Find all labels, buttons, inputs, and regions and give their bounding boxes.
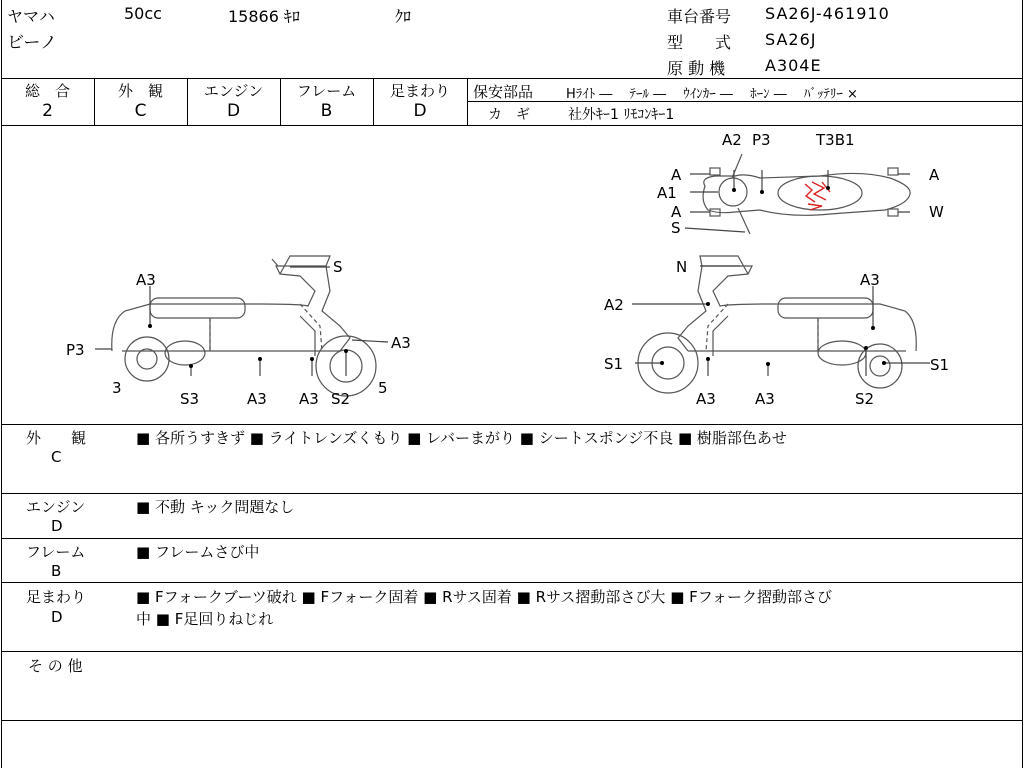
diagram-label: A	[929, 166, 940, 184]
diagram-label: S1	[930, 356, 950, 374]
safety-items: Hﾗｲﾄ ― ﾃｰﾙ ― ｳｲﾝｶｰ ― ﾎｰﾝ ― ﾊﾞｯﾃﾘｰ ×	[566, 87, 858, 102]
grade-table-top	[1, 78, 1023, 79]
remark-text-cont: 中 ■ F足回りねじれ	[136, 610, 274, 628]
remark-grade: D	[51, 517, 63, 535]
grade-label: エンジン	[203, 82, 264, 100]
remark-category: 足まわり	[26, 588, 87, 606]
top-view-scooter	[703, 154, 910, 234]
type-value: SA26J	[765, 30, 817, 49]
diagram-label: S3	[180, 390, 200, 408]
diagram-label: S1	[604, 355, 624, 373]
diagram-label: A3	[299, 390, 319, 408]
grade-value: D	[226, 101, 241, 121]
grade-value: C	[134, 101, 147, 121]
diagram-label: A3	[755, 390, 775, 408]
diagram-label: P3	[66, 341, 85, 359]
displacement: 50cc	[124, 4, 162, 23]
remarks-sep	[1, 651, 1023, 652]
diagram-label: A3	[247, 390, 267, 408]
frame-no: SA26J-461910	[765, 4, 890, 23]
remark-text: ■ 各所うすきず ■ ライトレンズくもり ■ レバーまがり ■ シートスポンジ不良 ■ 樹脂部色あせ	[136, 429, 787, 447]
diagram-bottom	[1, 424, 1023, 425]
grade-value: D	[413, 101, 427, 121]
grade-label: 足まわり	[389, 82, 450, 100]
diagram-label: A1	[657, 184, 677, 202]
grade-label: 外 観	[117, 82, 163, 100]
diagram-label: A2	[604, 296, 624, 314]
remarks-sep	[1, 538, 1023, 539]
remark-category: エンジン	[26, 498, 86, 516]
safety-label: 保安部品	[473, 83, 534, 101]
diagram-label: A2	[722, 131, 742, 149]
remark-category: フレーム	[26, 543, 86, 561]
engine-value: A304E	[765, 56, 822, 75]
remarks-sep	[1, 582, 1023, 583]
type-label: 型 式	[667, 33, 732, 52]
diagram-label: A	[671, 203, 682, 221]
diagram-label: T3B1	[816, 131, 855, 149]
maker: ヤマハ	[7, 7, 55, 26]
remark-grade: D	[51, 608, 63, 626]
remark-grade: C	[51, 448, 62, 466]
remark-text: ■ Fフォークブーツ破れ ■ Fフォーク固着 ■ Rサス固着 ■ Rサス摺動部さび大 ■ Fフォーク摺動部さび	[136, 588, 833, 606]
frame-no-label: 車台番号	[667, 7, 732, 26]
diagram-label: S2	[855, 390, 875, 408]
model-name: ビーノ	[7, 33, 57, 53]
grade-label: フレーム	[296, 82, 357, 100]
diagram-label: A3	[391, 334, 411, 352]
diagram-label: 3	[112, 379, 122, 397]
key-value: 社外ｷｰ1 ﾘﾓｺﾝｷｰ1	[568, 107, 675, 123]
diagram-label: S2	[331, 390, 351, 408]
remark-text: ■ 不動 キック問題なし	[136, 498, 295, 516]
grade-value: 2	[42, 101, 53, 121]
diagram-label: N	[676, 258, 688, 276]
remark-grade: B	[51, 562, 62, 580]
diagram-label: A	[671, 166, 682, 184]
diagram-label: A3	[696, 390, 716, 408]
remarks-sep	[1, 720, 1023, 721]
diagram-label: A3	[860, 271, 880, 289]
grade-label: 総 合	[24, 82, 70, 100]
diagram-label: 5	[378, 379, 388, 397]
engine-label: 原 動 機	[667, 59, 726, 78]
diagram-label: P3	[752, 131, 771, 149]
diagram-label: A3	[136, 271, 156, 289]
diagram-label: S	[671, 219, 681, 237]
damage-marks	[805, 182, 830, 210]
remark-text: ■ フレームさび中	[136, 543, 260, 561]
remarks-sep	[1, 493, 1023, 494]
diagram-label: W	[929, 203, 944, 221]
key-label: カ ギ	[488, 107, 530, 123]
grade-value: B	[320, 101, 333, 121]
remark-category: 外 観	[26, 429, 87, 447]
color: ｸﾛ	[395, 7, 412, 26]
grade-sep	[467, 78, 468, 125]
remark-category: そ の 他	[28, 657, 83, 675]
mileage: 15866 ｷﾛ	[228, 7, 300, 26]
diagram-label: S	[333, 258, 343, 276]
